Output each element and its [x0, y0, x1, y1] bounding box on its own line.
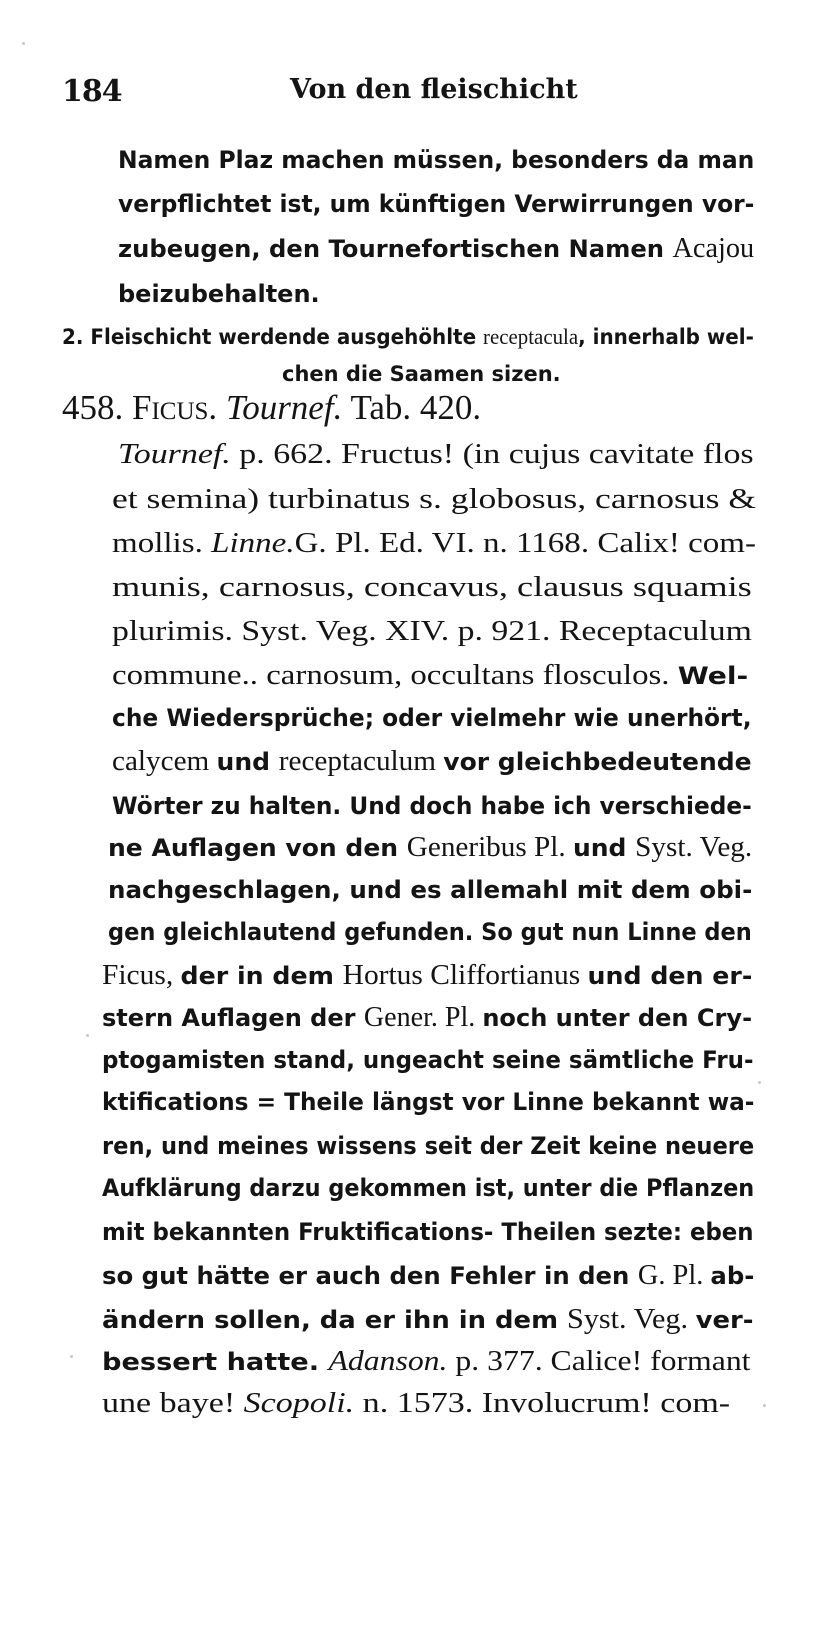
latin-text: G. Pl.: [637, 1260, 711, 1291]
text-line: [102, 1216, 754, 1248]
page-header: [62, 74, 762, 118]
fraktur-text: stern Auflagen der: [102, 1004, 364, 1032]
latin-text: Syst. Veg.: [635, 832, 753, 863]
text-line: [102, 1002, 752, 1034]
fraktur-text: Wel-: [677, 662, 749, 690]
fraktur-text: ktifications = Theile längst vor Linne bekannt wa-: [102, 1088, 755, 1116]
latin-text: n. 1573. Involucrum! com-: [354, 1388, 731, 1419]
latin-text: Tournef.: [118, 439, 231, 470]
text-line: [112, 790, 752, 822]
text-line: [118, 233, 754, 265]
text-line: [282, 357, 561, 390]
text-line: [112, 484, 756, 516]
fraktur-text: und: [216, 748, 279, 776]
latin-text: Tournef.: [225, 388, 343, 427]
latin-text: receptacula: [483, 324, 579, 349]
fraktur-text: ändern sollen, da er ihn in dem: [102, 1306, 568, 1334]
latin-text: p. 662. Fructus! (in cujus cavitate flos: [230, 439, 754, 470]
text-line: [102, 1260, 754, 1292]
fraktur-text: gen gleichlautend gefunden. So gut nun Linne den: [108, 918, 752, 946]
text-line: [102, 1304, 754, 1336]
latin-text: et semina) turbinatus s. globosus, carnosus &: [112, 484, 757, 515]
text-line: [62, 388, 482, 427]
running-head: Von den fleischicht: [290, 74, 578, 105]
fraktur-text: bessert hatte.: [102, 1348, 329, 1376]
text-line: [102, 1044, 754, 1076]
fraktur-text: so gut hätte er auch den Fehler in den: [102, 1262, 638, 1290]
text-line: [102, 1130, 754, 1162]
text-line: [112, 616, 752, 648]
text-line: [102, 1346, 750, 1378]
fraktur-text: Wörter zu halten. Und doch habe ich verschiede-: [112, 792, 752, 820]
text-line: [102, 1388, 730, 1420]
fraktur-text: noch unter den Cry-: [482, 1004, 753, 1032]
paper-speck: [86, 1034, 89, 1037]
latin-text: Linne.: [211, 528, 295, 559]
fraktur-text: che Wiedersprüche; oder vielmehr wie unerhört,: [112, 704, 752, 732]
fraktur-text: und: [572, 834, 636, 862]
latin-text: Syst. Veg.: [567, 1304, 696, 1335]
latin-text: Ficus,: [102, 960, 181, 991]
page-number: 184: [62, 74, 122, 109]
latin-text: commune.. carnosum, occultans flosculos.: [112, 660, 678, 691]
fraktur-text: Aufklärung darzu gekommen ist, unter die Pflanzen: [102, 1174, 755, 1202]
latin-text: mollis.: [112, 528, 212, 559]
paper-speck: [758, 1081, 761, 1084]
latin-text: Generibus Pl.: [406, 832, 573, 863]
fraktur-text: verpflichtet ist, um künftigen Verwirrungen vor-: [118, 190, 755, 218]
fraktur-text: zubeugen, den Tournefortischen Namen: [118, 235, 673, 263]
text-line: [102, 1172, 754, 1204]
fraktur-text: , innerhalb wel-: [578, 325, 754, 349]
paper-speck: [763, 1404, 766, 1407]
text-line: [108, 832, 752, 864]
text-line: [118, 188, 754, 220]
fraktur-text: mit bekannten Fruktifications- Theilen sezte: eben: [102, 1218, 754, 1246]
latin-text: 458.: [62, 388, 132, 427]
paper-speck: [70, 1355, 73, 1358]
fraktur-text: der in dem: [180, 962, 343, 990]
fraktur-text: ver-: [695, 1306, 754, 1334]
fraktur-text: ptogamisten stand, ungeacht seine sämtliche Fru-: [102, 1046, 754, 1074]
text-line: [102, 1086, 754, 1118]
fraktur-text: und den er-: [587, 962, 753, 990]
text-line: [118, 439, 754, 471]
fraktur-text: ren, und meines wissens seit der Zeit keine neuere: [102, 1132, 755, 1160]
latin-text: Adanson.: [328, 1346, 448, 1377]
latin-text: plurimis. Syst. Veg. XIV. p. 921. Receptaculum: [112, 616, 752, 647]
latin-text: G. Pl. Ed. VI. n. 1168. Calix! com-: [294, 528, 756, 559]
text-line: [108, 916, 752, 948]
text-line: [118, 278, 320, 310]
fraktur-text: 2. Fleischicht werdende ausgehöhlte: [62, 325, 484, 349]
latin-text: p. 377. Calice! formant: [447, 1346, 751, 1377]
text-line: [112, 746, 752, 778]
latin-text: calycem: [112, 746, 217, 777]
text-line: [102, 960, 752, 992]
text-line: [112, 660, 748, 692]
latin-text: receptaculum: [278, 746, 444, 777]
text-line: [112, 702, 752, 734]
latin-text: Gener. Pl.: [363, 1002, 483, 1033]
text-line: [118, 144, 754, 176]
latin-text: Scopoli.: [243, 1388, 355, 1419]
latin-text: munis, carnosus, concavus, clausus squamis: [112, 572, 752, 603]
fraktur-text: ab-: [710, 1262, 755, 1290]
text-line: [112, 528, 756, 560]
fraktur-text: nachgeschlagen, und es allemahl mit dem obi-: [108, 876, 753, 904]
latin-text: Tab. 420.: [342, 388, 482, 427]
latin-text: Ficus.: [132, 388, 226, 427]
text-line: [62, 320, 754, 353]
paper-speck: [22, 42, 25, 45]
fraktur-text: Namen Plaz machen müssen, besonders da man: [118, 146, 755, 174]
fraktur-text: ne Auflagen von den: [108, 834, 407, 862]
text-line: [108, 874, 752, 906]
fraktur-text: beizubehalten.: [118, 280, 320, 308]
text-line: [112, 572, 752, 604]
latin-text: Hortus Cliffortianus: [342, 960, 588, 991]
fraktur-text: chen die Saamen sizen.: [282, 362, 561, 386]
fraktur-text: vor gleichbedeutende: [443, 748, 752, 776]
latin-text: Acajou: [672, 233, 755, 264]
latin-text: une baye!: [102, 1388, 244, 1419]
